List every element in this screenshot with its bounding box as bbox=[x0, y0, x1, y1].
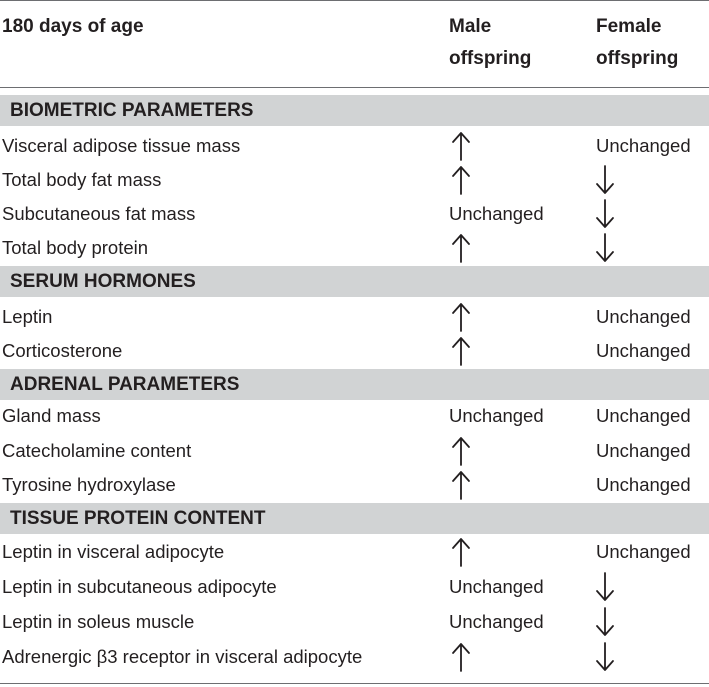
male-value: Unchanged bbox=[449, 611, 544, 632]
table-row bbox=[0, 197, 709, 231]
arrow-down-icon bbox=[594, 642, 616, 672]
arrow-down-icon bbox=[594, 233, 616, 263]
female-value: Unchanged bbox=[596, 440, 691, 461]
row-label: Total body protein bbox=[2, 237, 149, 258]
arrow-up-icon bbox=[450, 436, 472, 466]
table-row bbox=[0, 570, 709, 604]
row-label: Subcutaneous fat mass bbox=[2, 203, 196, 224]
header-age: 180 days of age bbox=[2, 16, 144, 37]
table-row bbox=[0, 334, 709, 368]
row-label: Gland mass bbox=[2, 405, 101, 426]
header-male-line1: Male bbox=[449, 16, 492, 37]
header-male-line2: offspring bbox=[449, 48, 532, 69]
header-female-line2: offspring bbox=[596, 48, 679, 69]
header-female-line1: Female bbox=[596, 16, 662, 37]
arrow-up-icon bbox=[450, 233, 472, 263]
table-row bbox=[0, 535, 709, 569]
female-value: Unchanged bbox=[596, 474, 691, 495]
table-row bbox=[0, 399, 709, 433]
male-value: Unchanged bbox=[449, 405, 544, 426]
arrow-up-icon bbox=[450, 537, 472, 567]
row-label: Catecholamine content bbox=[2, 440, 192, 461]
female-value: Unchanged bbox=[596, 340, 691, 361]
row-label: Leptin in subcutaneous adipocyte bbox=[2, 576, 277, 597]
male-value: Unchanged bbox=[449, 203, 544, 224]
row-label: Total body fat mass bbox=[2, 169, 162, 190]
table-row bbox=[0, 163, 709, 197]
table-row bbox=[0, 300, 709, 334]
row-label: Leptin bbox=[2, 306, 53, 327]
arrow-up-icon bbox=[450, 131, 472, 161]
arrow-down-icon bbox=[594, 165, 616, 195]
section-header: BIOMETRIC PARAMETERS bbox=[0, 95, 709, 126]
top-rule bbox=[0, 0, 709, 1]
row-label: Tyrosine hydroxylase bbox=[2, 474, 176, 495]
header-rule bbox=[0, 87, 709, 88]
female-value: Unchanged bbox=[596, 135, 691, 156]
row-label: Visceral adipose tissue mass bbox=[2, 135, 241, 156]
table-row bbox=[0, 468, 709, 502]
arrow-down-icon bbox=[594, 572, 616, 602]
row-label: Leptin in visceral adipocyte bbox=[2, 541, 225, 562]
row-label: Leptin in soleus muscle bbox=[2, 611, 195, 632]
arrow-up-icon bbox=[450, 165, 472, 195]
arrow-up-icon bbox=[450, 642, 472, 672]
arrow-up-icon bbox=[450, 302, 472, 332]
table-row bbox=[0, 640, 709, 674]
table-row bbox=[0, 434, 709, 468]
male-value: Unchanged bbox=[449, 576, 544, 597]
arrow-down-icon bbox=[594, 607, 616, 637]
female-value: Unchanged bbox=[596, 405, 691, 426]
section-header: SERUM HORMONES bbox=[0, 266, 709, 297]
section-header: ADRENAL PARAMETERS bbox=[0, 369, 709, 400]
table-row bbox=[0, 129, 709, 163]
arrow-up-icon bbox=[450, 336, 472, 366]
table-row bbox=[0, 605, 709, 639]
section-header: TISSUE PROTEIN CONTENT bbox=[0, 503, 709, 534]
row-label: Corticosterone bbox=[2, 340, 123, 361]
arrow-up-icon bbox=[450, 470, 472, 500]
bottom-rule bbox=[0, 683, 709, 684]
table-row bbox=[0, 231, 709, 265]
arrow-down-icon bbox=[594, 199, 616, 229]
row-label: Adrenergic β3 receptor in visceral adipocyte bbox=[2, 646, 363, 667]
female-value: Unchanged bbox=[596, 306, 691, 327]
female-value: Unchanged bbox=[596, 541, 691, 562]
